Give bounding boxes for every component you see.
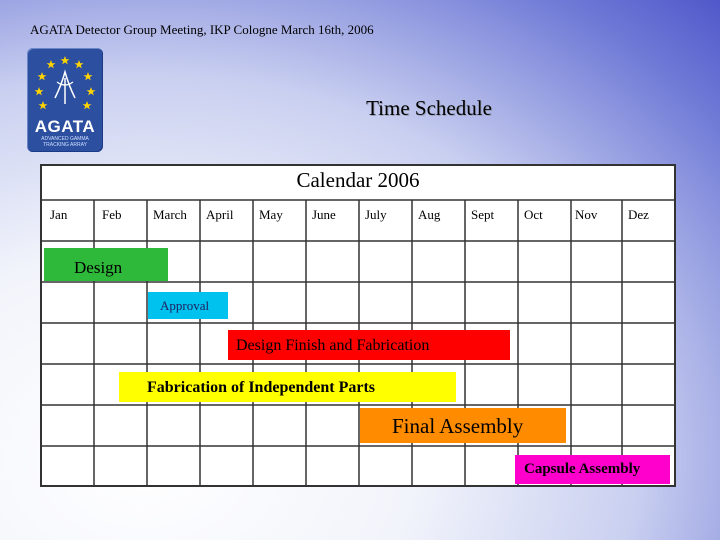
month-mar: March — [153, 207, 187, 222]
logo-wordmark: AGATA — [34, 117, 96, 136]
final-assembly-bar: Final Assembly — [360, 408, 566, 443]
capsule-assembly-bar: Capsule Assembly — [515, 455, 670, 484]
month-feb: Feb — [102, 207, 122, 222]
month-may: May — [259, 207, 283, 222]
month-oct: Oct — [524, 207, 543, 222]
fabrication-bar: Fabrication of Independent Parts — [119, 372, 456, 402]
calendar-title: Calendar 2006 — [296, 168, 420, 192]
month-dez: Dez — [628, 207, 649, 222]
logo-subtitle-1: ADVANCED GAMMA — [41, 136, 89, 142]
design-finish-bar: Design Finish and Fabrication — [228, 330, 510, 360]
month-jan: Jan — [50, 207, 68, 222]
month-jul: July — [365, 207, 387, 222]
approval-bar: Approval — [148, 292, 228, 319]
month-aug: Aug — [418, 207, 441, 222]
logo-subtitle-2: TRACKING ARRAY — [43, 142, 87, 148]
month-apr: April — [206, 207, 234, 222]
month-sep: Sept — [471, 207, 495, 222]
slide-title: Time Schedule — [366, 96, 492, 120]
month-jun: June — [312, 207, 336, 222]
design-bar: Design — [44, 248, 168, 281]
meeting-header: AGATA Detector Group Meeting, IKP Cologne March 16th, 2006 — [30, 22, 374, 37]
month-nov: Nov — [575, 207, 598, 222]
